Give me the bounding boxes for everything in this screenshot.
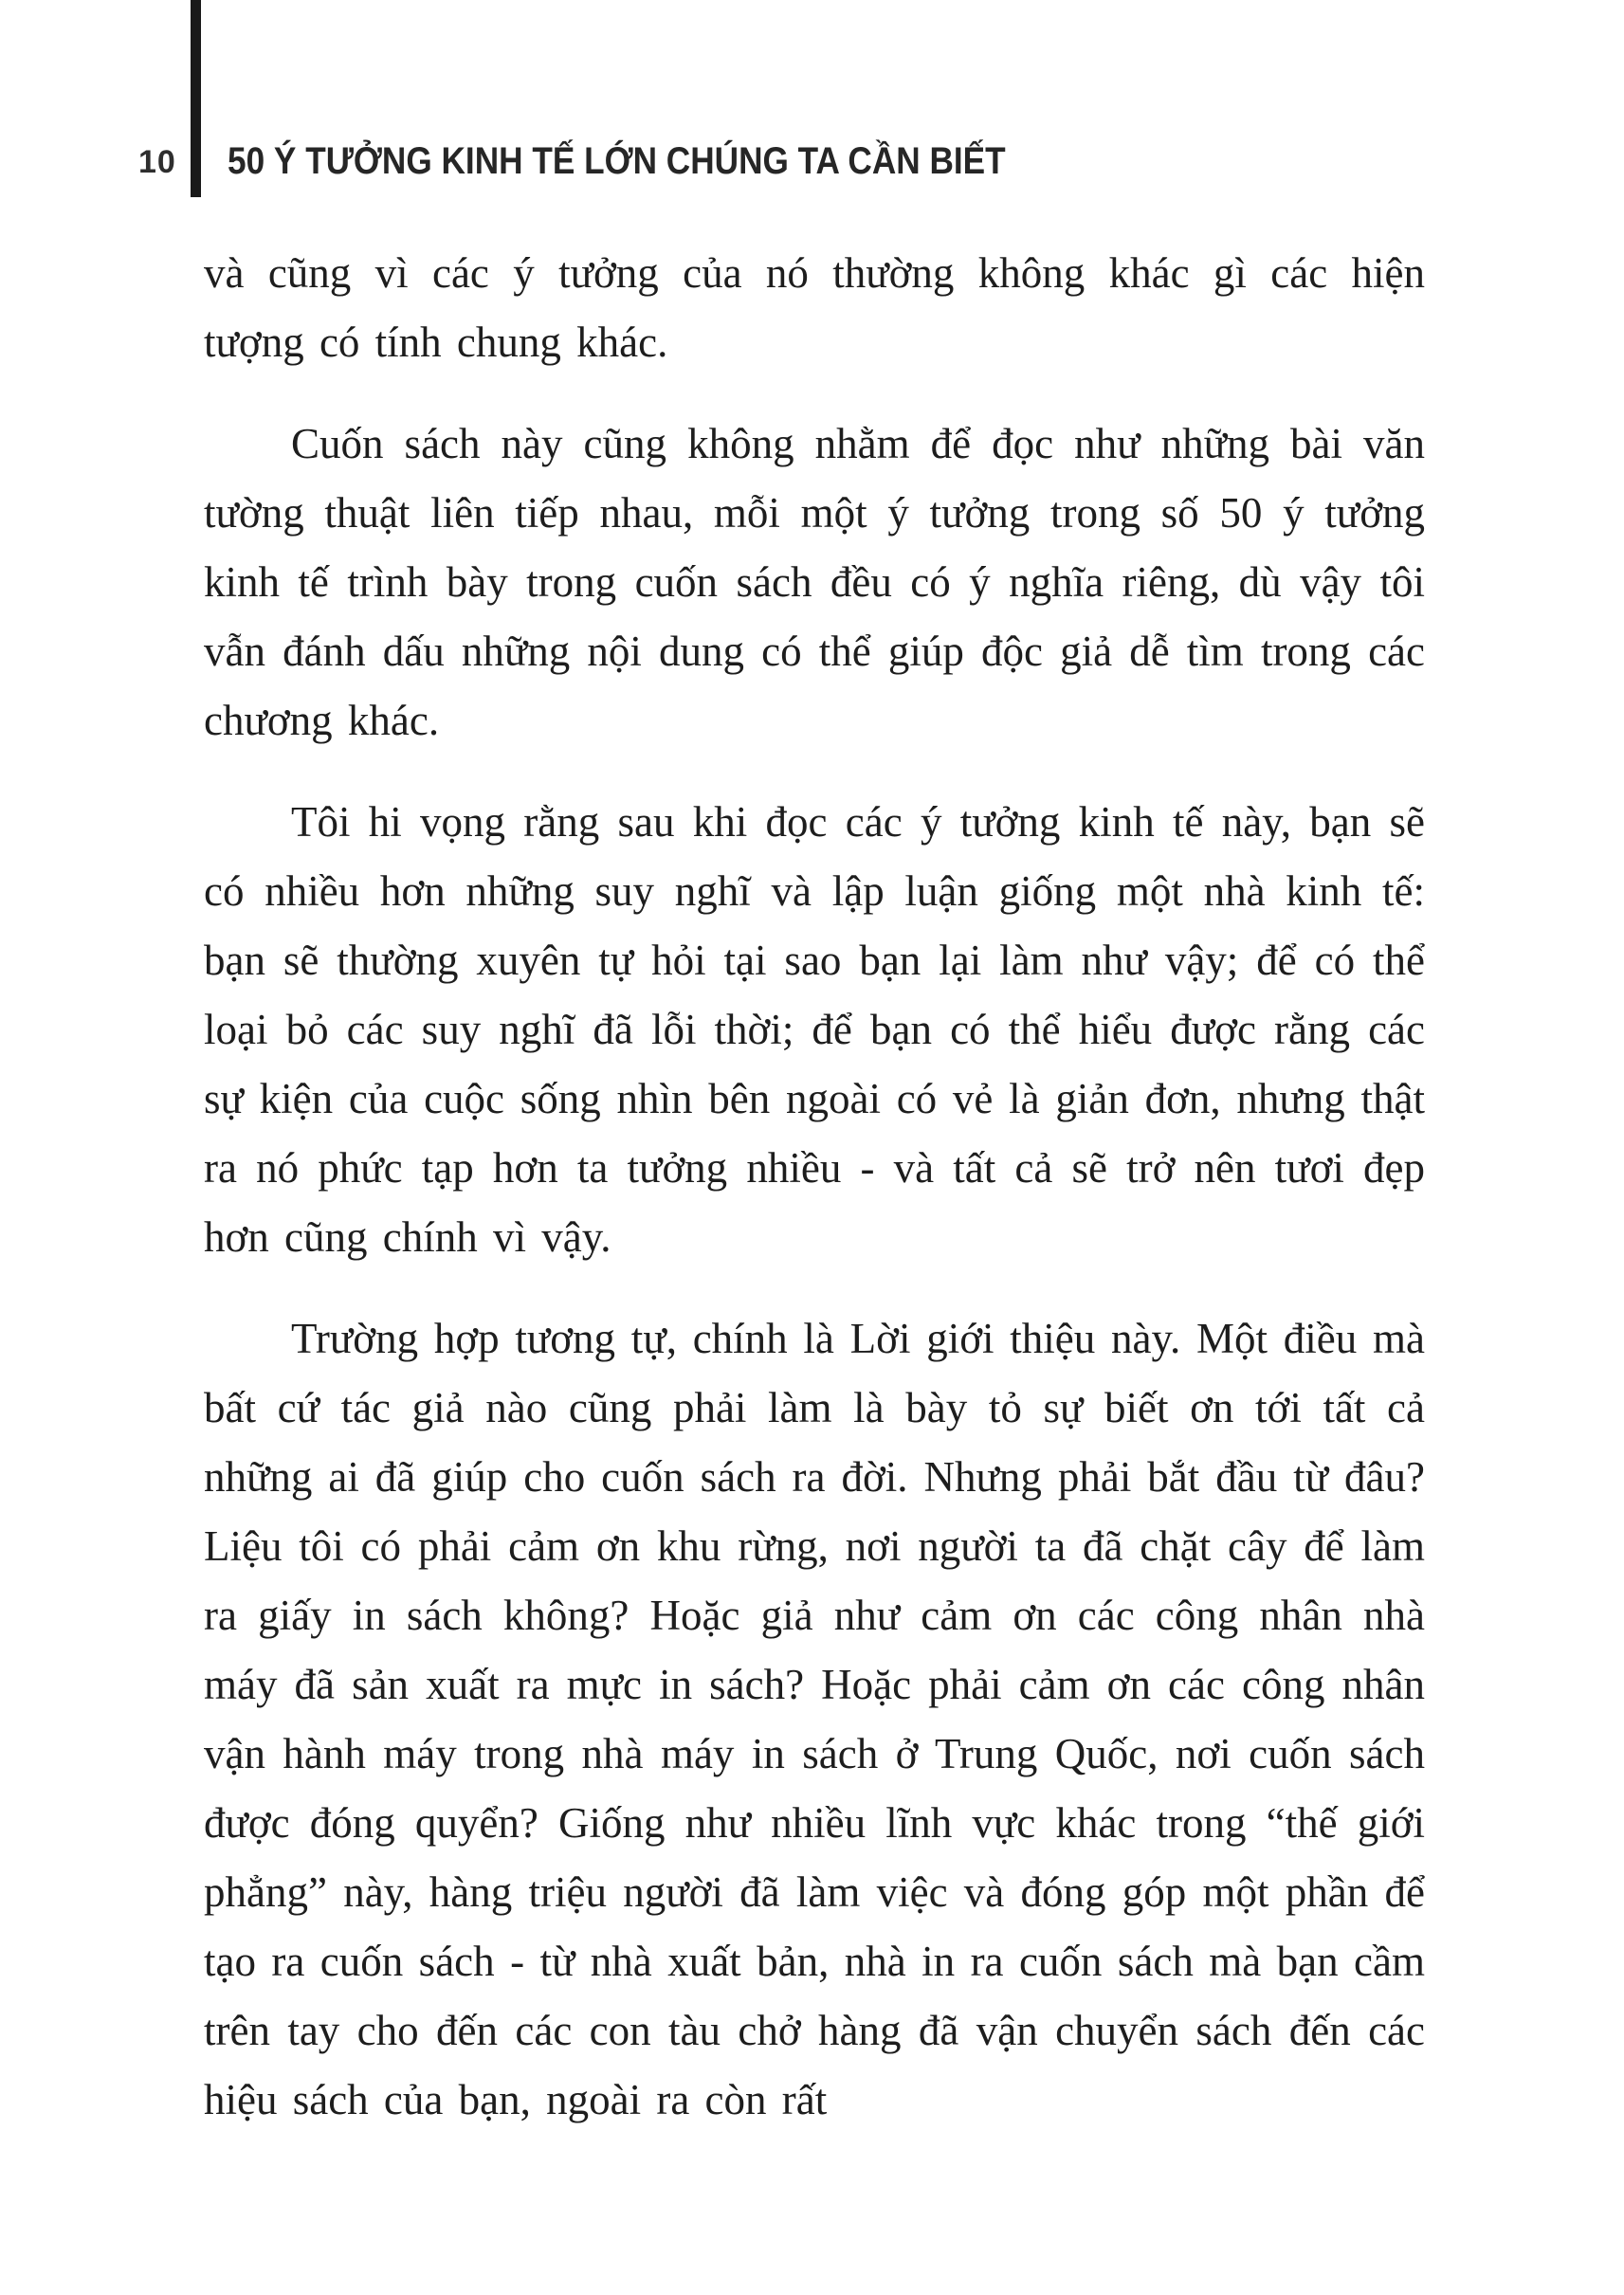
page-header: [0, 0, 1624, 201]
paragraph: và cũng vì các ý tưởng của nó thường không khác gì các hiện tượng có tính chung khác.: [204, 249, 1425, 366]
body-text: [204, 239, 1425, 2167]
paragraph: Trường hợp tương tự, chính là Lời giới thiệu này. Một điều mà bất cứ tác giả nào cũng phải làm là bày tỏ sự biết ơn tới tất cả những ai đã giúp cho cuốn sách ra đời. Nhưng phải bắt đầu từ đâu? Liệu tôi có phải cảm ơn khu rừng, nơi người ta đã chặt cây để làm ra giấy in sách không? Hoặc giả như cảm ơn các công nhân nhà máy đã sản xuất ra mực in sách? Hoặc phải cảm ơn các công nhân vận hành máy trong nhà máy in sách ở Trung Quốc, nơi cuốn sách được đóng quyển? Giống như nhiều lĩnh vực khác trong “thế giới phẳng” này, hàng triệu người đã làm việc và đóng góp một phần để tạo ra cuốn sách - từ nhà xuất bản, nhà in ra cuốn sách mà bạn cầm trên tay cho đến các con tàu chở hàng đã vận chuyển sách đến các hiệu sách của bạn, ngoài ra còn rất: [204, 1315, 1425, 2123]
running-head-title: 50 Ý TƯỞNG KINH TẾ LỚN CHÚNG TA CẦN BIẾT: [228, 140, 1006, 182]
page-number: 10: [138, 144, 176, 180]
header-divider-bar: [191, 0, 201, 197]
paragraph: Tôi hi vọng rằng sau khi đọc các ý tưởng kinh tế này, bạn sẽ có nhiều hơn những suy nghĩ và lập luận giống một nhà kinh tế: bạn sẽ thường xuyên tự hỏi tại sao bạn lại làm như vậy; để có thể loại bỏ các suy nghĩ đã lỗi thời; để bạn có thể hiểu được rằng các sự kiện của cuộc sống nhìn bên ngoài có vẻ là giản đơn, nhưng thật ra nó phức tạp hơn ta tưởng nhiều - và tất cả sẽ trở nên tươi đẹp hơn cũng chính vì vậy.: [204, 798, 1425, 1261]
paragraph: Cuốn sách này cũng không nhằm để đọc như những bài văn tường thuật liên tiếp nhau, mỗi một ý tưởng trong số 50 ý tưởng kinh tế trình bày trong cuốn sách đều có ý nghĩa riêng, dù vậy tôi vẫn đánh dấu những nội dung có thể giúp độc giả dễ tìm trong các chương khác.: [204, 420, 1425, 744]
